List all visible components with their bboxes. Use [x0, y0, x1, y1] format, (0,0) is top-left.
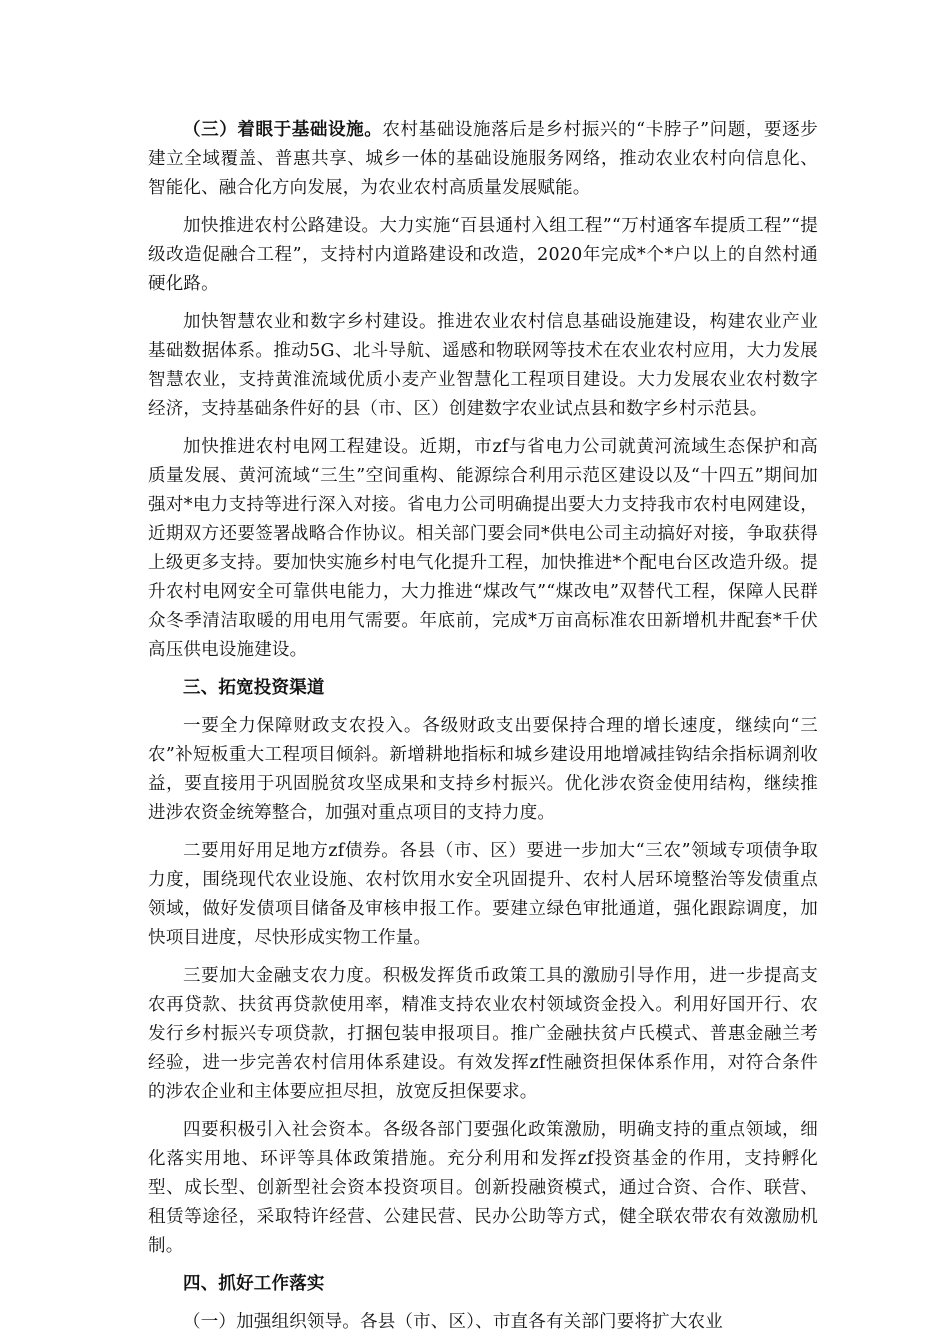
- paragraph-smart-agriculture: 加快智慧农业和数字乡村建设。推进农业农村信息基础设施建设，构建农业产业基础数据体系。推动5G、北斗导航、遥感和物联网等技术在农业农村应用，大力发展智慧农业，支持黄淮流域优质小麦产业智慧化工程项目建设。大力发展农业农村数字经济，支持基础条件好的县（市、区）创建数字农业试点县和数字乡村示范县。: [148, 312, 818, 419]
- paragraph-organization: （一）加强组织领导。各县（市、区）、市直各有关部门要将扩大农业: [183, 1312, 723, 1332]
- paragraph-fiscal: 一要全力保障财政支农投入。各级财政支出要保持合理的增长速度，继续向“三农”补短板重大工程项目倾斜。新增耕地指标和城乡建设用地增减挂钩结余指标调剂收益，要直接用于巩固脱贫攻坚成果和支持乡村振兴。优化涉农资金使用结构，继续推进涉农资金统筹整合，加强对重点项目的支持力度。: [148, 716, 818, 823]
- section-3-paragraph: [148, 116, 818, 203]
- paragraph-finance: 三要加大金融支农力度。积极发挥货币政策工具的激励引导作用，进一步提高支农再贷款、扶贫再贷款使用率，精准支持农业农村领域资金投入。利用好国开行、农发行乡村振兴专项贷款，打捆包装申报项目。推广金融扶贫卢氏模式、普惠金融兰考经验，进一步完善农村信用体系建设。有效发挥zf性融资担保体系作用，对符合条件的涉农企业和主体要应担尽担，放宽反担保要求。: [148, 966, 818, 1102]
- heading-investment: 三、拓宽投资渠道: [183, 678, 325, 698]
- section-3-text: 农村基础设施落后是乡村振兴的“卡脖子”问题，要逐步建立全域覆盖、普惠共享、城乡一体的基础设施服务网络，推动农业农村向信息化、智能化、融合化方向发展，为农业农村高质量发展赋能。: [148, 120, 818, 198]
- document-body: [148, 116, 818, 1337]
- paragraph-power-grid: 加快推进农村电网工程建设。近期，市zf与省电力公司就黄河流域生态保护和高质量发展、黄河流域“三生”空间重构、能源综合利用示范区建设以及“十四五”期间加强对*电力支持等进行深入对接。省电力公司明确提出要大力支持我市农村电网建设，近期双方还要签署战略合作协议。相关部门要会同*供电公司主动搞好对接，争取获得上级更多支持。要加快实施乡村电气化提升工程，加快推进*个配电台区改造升级。提升农村电网安全可靠供电能力，大力推进“煤改气”“煤改电”双替代工程，保障人民群众冬季清洁取暖的用电用气需要。年底前，完成*万亩高标准农田新增机井配套*千伏高压供电设施建设。: [148, 437, 818, 660]
- paragraph-roads: 加快推进农村公路建设。大力实施“百县通村入组工程”“万村通客车提质工程”“提级改造促融合工程”，支持村内道路建设和改造，2020年完成*个*户以上的自然村通硬化路。: [148, 216, 818, 294]
- paragraph-social-capital: 四要积极引入社会资本。各级各部门要强化政策激励，明确支持的重点领域，细化落实用地、环评等具体政策措施。充分利用和发挥zf投资基金的作用，支持孵化型、成长型、创新型社会资本投资项目。创新投融资模式，通过合资、合作、联营、租赁等途径，采取特许经营、公建民营、民办公助等方式，健全联农带农有效激励机制。: [148, 1120, 818, 1256]
- heading-implementation: 四、抓好工作落实: [183, 1274, 325, 1294]
- section-3-lead: （三）着眼于基础设施。: [183, 120, 383, 140]
- paragraph-bonds: 二要用好用足地方zf债券。各县（市、区）要进一步加大“三农”领域专项债争取力度，围绕现代农业设施、农村饮用水安全巩固提升、农村人居环境整治等发债重点领域，做好发债项目储备及审核申报工作。要建立绿色审批通道，强化跟踪调度，加快项目进度，尽快形成实物工作量。: [148, 841, 818, 948]
